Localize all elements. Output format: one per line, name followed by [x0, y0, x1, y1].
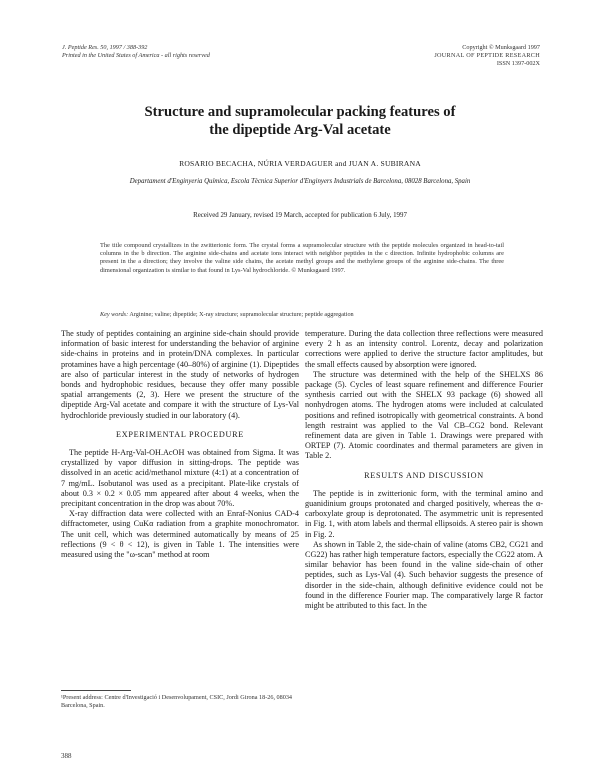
experimental-paragraph-continued: temperature. During the data collection three reflections were measured every 2 h as an intensity control. Lorentz, decay and polarization corrections were applied to derive the structure factor amplitudes, but the small effects caused by absorption were ignored.	[305, 329, 543, 369]
copyright-line: Copyright © Munksgaard 1997	[462, 44, 540, 51]
issn-line: ISSN 1397-002X	[496, 60, 540, 67]
copyright-block	[434, 44, 540, 68]
article-title-line2: the dipeptide Arg-Val acetate	[209, 122, 391, 138]
section-heading-experimental: EXPERIMENTAL PROCEDURE	[116, 429, 244, 439]
journal-citation	[62, 44, 210, 60]
section-heading-results: RESULTS AND DISCUSSION	[364, 470, 484, 480]
page-number: 388	[61, 752, 72, 760]
left-column	[61, 329, 299, 560]
keywords	[100, 311, 504, 318]
received-dates: Received 29 January, revised 19 March, accepted for publication 6 July, 1997	[193, 212, 407, 219]
footnote: ¹Present address: Centre d'Investigació i Desenvolupament, CSIC, Jordi Girona 18-26, 08034 Barcelona, Spain.	[61, 694, 293, 709]
journal-name: JOURNAL OF PEPTIDE RESEARCH	[434, 52, 540, 59]
keywords-list: Arginine; valine; dipeptide; X-ray structure; supramolecular structure; peptide aggregation	[129, 311, 354, 318]
authors: ROSARIO BECACHA, NÚRIA VERDAGUER and JUAN A. SUBIRANA	[179, 159, 421, 168]
right-column	[305, 329, 543, 611]
footnote-rule	[61, 690, 131, 691]
affiliation: Departament d'Enginyeria Química, Escola Tècnica Superior d'Enginyers Industrials de Barcelona, 08028 Barcelona, Spain	[129, 178, 471, 185]
abstract: The title compound crystallizes in the zwitterionic form. The crystal forms a supramolecular structure with the peptide molecules organized in head-to-tail columns in the b direction. The arginine side-chains and acetate ions interact with neighbor peptides in the c direction. Infinite hydrophobic columns are present in the a direction; they involve the valine side chains, the acetate methyl groups and the methylene groups of the arginine side-chains. The three dimensional organization is similar to that found in Lys-Val hydrochloride. © Munksgaard 1997.	[100, 242, 504, 274]
results-paragraph-2: As shown in Table 2, the side-chain of valine (atoms CB2, CG21 and CG22) has rather high temperature factors, especially the CG22 atom. A similar behavior has been found in the valine side-chain of other peptides, such as Lys-Val (4). Such behavior suggests the presence of disorder in the side-chain, although definitive evidence could not be found in the difference Fourier map. The comparatively large R factor might be attributed to this fact. In the	[305, 539, 543, 611]
experimental-paragraph-1: The peptide H-Arg-Val-OH.AcOH was obtained from Sigma. It was crystallized by vapor diffusion in sitting-drops. The peptide was dissolved in an acetic acid/methanol mixture (4:1) at a concentration of 7 mg/mL. Isobutanol was used as a precipitant. Plate-like crystals of about 0.3 × 0.2 × 0.05 mm appeared after about 4 weeks, when the precipitant concentration in the drop was about 70%.	[61, 448, 299, 509]
refinement-paragraph: The structure was determined with the help of the SHELXS 86 package (5). Cycles of least square refinement and difference Fourier synthesis carried out with the SHELX 93 package (6) showed all nonhydrogen atoms. The hydrogen atoms were included at calculated positions and refined isotropically with geometrical constraints. A bond length restraint was applied to the Val CB–CG2 bond. Relevant refinement data are given in Table 1. Drawings were prepared with ORTEP (7). Atomic coordinates and thermal parameters are given in Table 2.	[305, 369, 543, 461]
experimental-paragraph-2: X-ray diffraction data were collected with an Enraf-Nonius CAD-4 diffractometer, using CuKα radiation from a graphite monochromator. The unit cell, which was determined automatically by means of 25 reflections (9 < θ < 12), is given in Table 1. The intensities were measured using the "ω-scan" method at room	[61, 509, 299, 560]
intro-paragraph: The study of peptides containing an arginine side-chain should provide information of basic interest for understanding the behavior of arginine side-chains in proteins and in protein/DNA complexes. In particular protamines have a high percentage (40–80%) of arginine (1). Dipeptides are also of particular interest in the study of networks of hydrogen bonds and hydrophobic residues, because they offer many possible spatial arrangements (2, 3). Here we present the structure of the dipeptide Arg-Val acetate and compare it with the structure of Lys-Val hydrochloride previously studied in our laboratory (4).	[61, 329, 299, 420]
article-title	[40, 103, 560, 139]
journal-citation-line1: J. Peptide Res. 50, 1997 / 388-392	[62, 44, 148, 51]
keywords-label: Key words:	[100, 311, 129, 318]
results-paragraph-1: The peptide is in zwitterionic form, with the terminal amino and guanidinium groups protonated and charged positively, whereas the α-carboxylate group is deprotonated. The asymmetric unit is represented in Fig. 1, with atom labels and thermal ellipsoids. A stereo pair is shown in Fig. 2.	[305, 488, 543, 539]
article-title-line1: Structure and supramolecular packing features of	[144, 104, 456, 120]
journal-citation-line2: Printed in the United States of America - all rights reserved	[62, 52, 210, 59]
